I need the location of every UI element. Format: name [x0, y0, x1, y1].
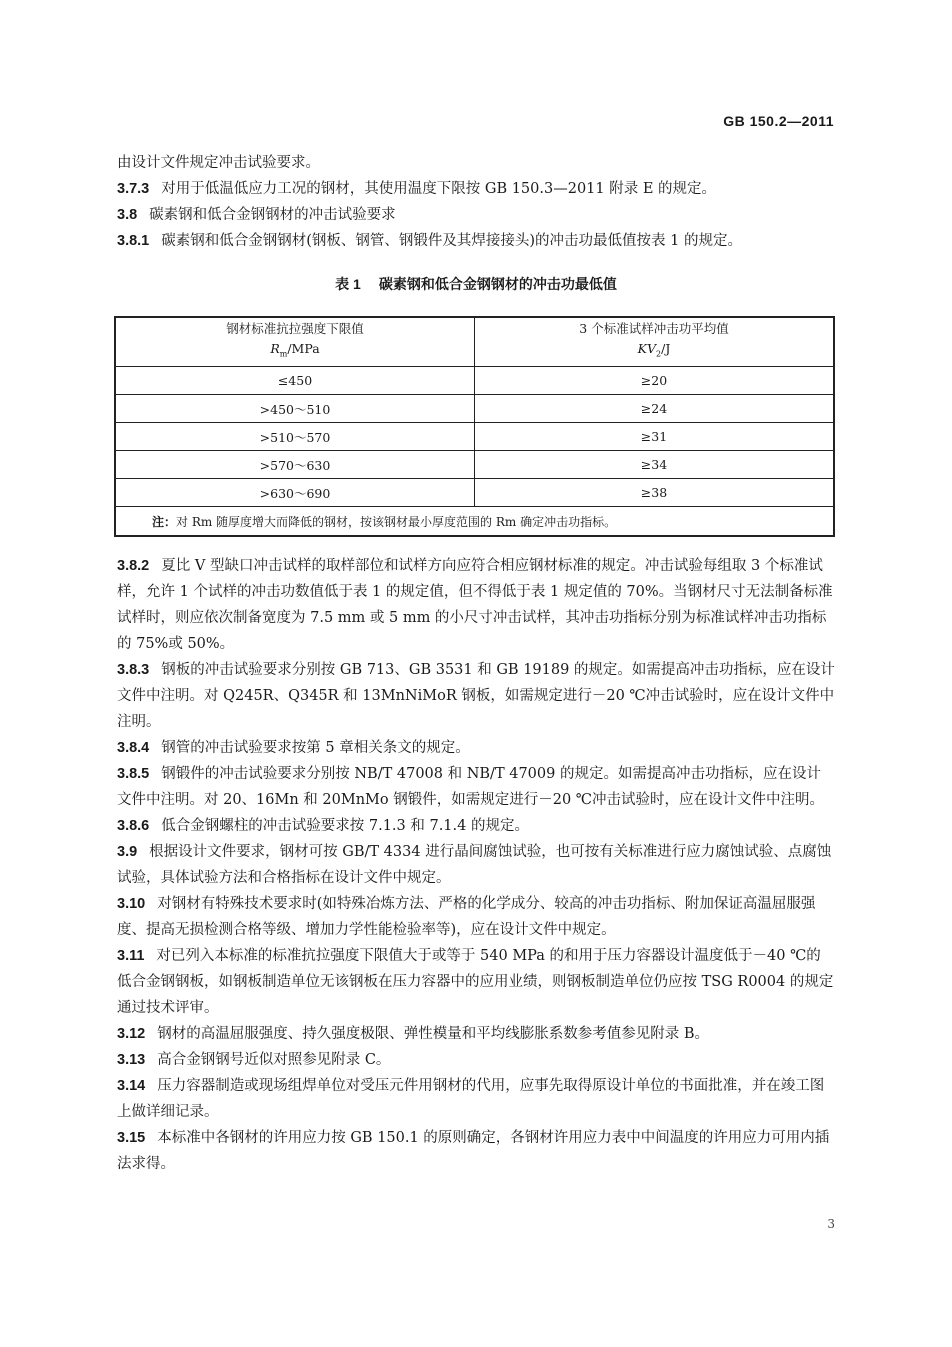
clause-3-7-3 [117, 176, 835, 202]
note-label: 注： [152, 514, 177, 529]
clause-number: 3.8 [117, 207, 138, 223]
header-energy [475, 317, 835, 367]
clause-3-8-1 [117, 228, 835, 254]
clause-number: 3.15 [117, 1130, 146, 1146]
note-text: 对 Rm 随厚度增大而降低的钢材，按该钢材最小厚度范围的 Rm 确定冲击功指标。 [176, 514, 617, 529]
clause-3-14 [117, 1073, 835, 1125]
header-energy-unit: $KV_2/J$ [637, 341, 671, 359]
clause-number: 3.11 [117, 948, 145, 964]
clause-text: 对已列入本标准的标准抗拉强度下限值大于或等于 540 MPa 的和用于压力容器设计温度低于－40 ℃的低合金钢钢板，如钢板制造单位无该钢板在压力容器中的应用业绩，则钢板制造单位仍应按 TSG R0004 的规定通过技术评审。 [117, 948, 834, 1016]
energy-cell: ≥34 [475, 451, 835, 479]
clause-number: 3.7.3 [117, 181, 150, 197]
table-note-row [115, 507, 834, 537]
clause-text: 碳素钢和低合金钢钢材(钢板、钢管、钢锻件及其焊接接头)的冲击功最低值按表 1 的规定。 [161, 233, 743, 249]
clause-text: 压力容器制造或现场组焊单位对受压元件用钢材的代用，应事先取得原设计单位的书面批准，并在竣工图上做详细记录。 [117, 1078, 825, 1120]
body-text-block [117, 553, 835, 1177]
strength-cell: >630～690 [115, 479, 475, 507]
clause-text: 夏比 V 型缺口冲击试样的取样部位和试样方向应符合相应钢材标准的规定。冲击试验每组取 3 个标准试样，允许 1 个试样的冲击功数值低于表 1 的规定值，但不得低于表 1 规定值的 70%。当钢材尺寸无法制备标准试样时，则应依次制备宽度为 7.5 mm 或 5 mm 的小尺寸冲击试样，其冲击功指标分别为标准试样冲击功指标的 75%或 50%。 [117, 558, 833, 652]
strength-cell: >510～570 [115, 423, 475, 451]
clause-text: 钢板的冲击试验要求分别按 GB 713、GB 3531 和 GB 19189 的规定。如需提高冲击功指标，应在设计文件中注明。对 Q245R、Q345R 和 13MnNiMoR 钢板，如需规定进行－20 ℃冲击试验时，应在设计文件中注明。 [117, 662, 835, 730]
strength-cell: >450～510 [115, 395, 475, 423]
clause-text: 钢管的冲击试验要求按第 5 章相关条文的规定。 [161, 740, 470, 756]
clause-number: 3.9 [117, 844, 138, 860]
header-strength-label: 钢材标准抗拉强度下限值 [226, 321, 364, 337]
impact-energy-table [114, 316, 835, 537]
clause-number: 3.8.1 [117, 233, 150, 249]
table-row [115, 479, 834, 507]
clause-text: 高合金钢钢号近似对照参见附录 C。 [157, 1052, 391, 1068]
table-title: 碳素钢和低合金钢钢材的冲击功最低值 [378, 276, 617, 292]
energy-cell: ≥20 [475, 367, 835, 395]
header-strength [115, 317, 475, 367]
table-header-row [115, 317, 834, 367]
clause-text: 钢锻件的冲击试验要求分别按 NB/T 47008 和 NB/T 47009 的规定。如需提高冲击功指标，应在设计文件中注明。对 20、16Mn 和 20MnMo 钢锻件，如需规定进行－20 ℃冲击试验时，应在设计文件中注明。 [117, 766, 825, 808]
strength-cell: ≤450 [115, 367, 475, 395]
clause-3-8-5 [117, 761, 835, 813]
energy-cell: ≥38 [475, 479, 835, 507]
table-caption [117, 274, 835, 294]
clause-number: 3.8.4 [117, 740, 150, 756]
table-note [115, 507, 834, 537]
clause-text: 对用于低温低应力工况的钢材，其使用温度下限按 GB 150.3—2011 附录 E 的规定。 [161, 181, 717, 197]
clause-3-8-3 [117, 657, 835, 735]
energy-cell: ≥31 [475, 423, 835, 451]
clause-number: 3.8.3 [117, 662, 150, 678]
table-number: 表 1 [335, 276, 361, 292]
clause-3-8-4 [117, 735, 835, 761]
table-row [115, 395, 834, 423]
clause-3-13 [117, 1047, 835, 1073]
header-strength-unit: $R_m$/MPa [270, 341, 320, 359]
paragraph-text: 由设计文件规定冲击试验要求。 [117, 155, 320, 171]
clause-3-12 [117, 1021, 835, 1047]
clause-text: 根据设计文件要求，钢材可按 GB/T 4334 进行晶间腐蚀试验，也可按有关标准进行应力腐蚀试验、点腐蚀试验，具体试验方法和合格指标在设计文件中规定。 [117, 844, 832, 886]
clause-number: 3.8.2 [117, 558, 150, 574]
strength-cell: >570～630 [115, 451, 475, 479]
energy-cell: ≥24 [475, 395, 835, 423]
clause-3-11 [117, 943, 835, 1021]
clause-text: 本标准中各钢材的许用应力按 GB 150.1 的原则确定，各钢材许用应力表中中间温度的许用应力可用内插法求得。 [117, 1130, 830, 1172]
clause-number: 3.12 [117, 1026, 146, 1042]
table-row [115, 423, 834, 451]
clause-text: 低合金钢螺柱的冲击试验要求按 7.1.3 和 7.1.4 的规定。 [161, 818, 529, 834]
top-text-block [117, 150, 835, 254]
table-row [115, 451, 834, 479]
table-row [115, 367, 834, 395]
header-energy-label: 3 个标准试样冲击功平均值 [579, 321, 729, 337]
clause-text: 碳素钢和低合金钢钢材的冲击试验要求 [149, 207, 396, 223]
clause-3-8-2 [117, 553, 835, 657]
clause-number: 3.10 [117, 896, 146, 912]
clause-number: 3.8.5 [117, 766, 150, 782]
clause-3-9 [117, 839, 835, 891]
clause-number: 3.8.6 [117, 818, 150, 834]
clause-text: 对钢材有特殊技术要求时(如特殊冶炼方法、严格的化学成分、较高的冲击功指标、附加保证高温屈服强度、提高无损检测合格等级、增加力学性能检验率等)，应在设计文件中规定。 [117, 896, 816, 938]
document-code: GB 150.2—2011 [723, 113, 834, 129]
paragraph [117, 150, 835, 176]
clause-text: 钢材的高温屈服强度、持久强度极限、弹性模量和平均线膨胀系数参考值参见附录 B。 [157, 1026, 709, 1042]
clause-3-15 [117, 1125, 835, 1177]
clause-number: 3.14 [117, 1078, 146, 1094]
clause-3-10 [117, 891, 835, 943]
clause-number: 3.13 [117, 1052, 146, 1068]
page-number: 3 [827, 1217, 835, 1231]
clause-3-8 [117, 202, 835, 228]
clause-3-8-6 [117, 813, 835, 839]
